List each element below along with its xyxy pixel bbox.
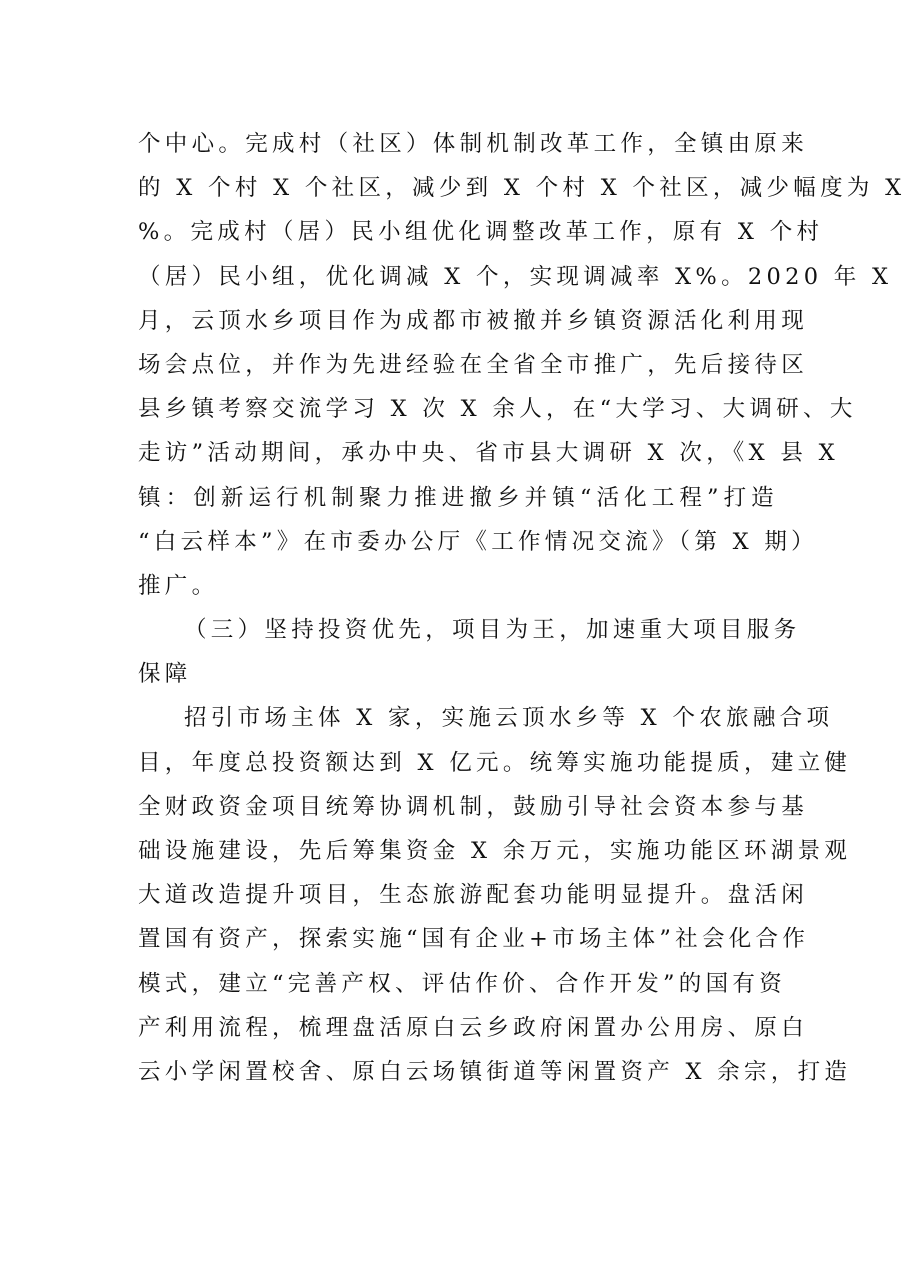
text-line: 础设施建设，先后筹集资金 X 余万元，实施功能区环湖景观 [138,838,852,864]
text-line: （居）民小组，优化调减 X 个，实现调减率 X%。2020 年 X [138,263,893,290]
text-line: “白云样本”》在市委办公厅《工作情况交流》（第 X 期） [138,528,818,555]
section-heading-three [138,608,801,696]
text-line: 镇：创新运行机制聚力推进撤乡并镇“活化工程”打造 [138,484,778,511]
document-page [138,122,906,1094]
text-line: 场会点位，并作为先进经验在全省全市推广，先后接待区 [138,351,809,378]
text-line: 月，云顶水乡项目作为成都市被撤并乡镇资源活化利用现 [138,307,809,334]
text-line: 产利用流程，梳理盘活原白云乡政府闲置办公用房、原白 [138,1014,809,1041]
text-line: 云小学闲置校舍、原白云场镇街道等闲置资产 X 余宗，打造 [138,1058,852,1085]
text-line: 县乡镇考察交流学习 X 次 X 余人，在“大学习、大调研、大 [138,396,857,423]
text-line: 模式，建立“完善产权、评估作价、合作开发”的国有资 [138,970,787,997]
text-line: 大道改造提升项目，生态旅游配套功能明显提升。盘活闲 [138,882,809,909]
text-line: %。完成村（居）民小组优化调整改革工作，原有 X 个村 [138,219,824,246]
text-line: 个中心。完成村（社区）体制机制改革工作，全镇由原来 [138,131,809,157]
text-line: 的 X 个村 X 个社区，减少到 X 个村 X 个社区，减少幅度为 X [138,175,906,202]
paragraph-investment [138,696,852,1094]
text-line: 走访”活动期间，承办中央、省市县大调研 X 次，《X 县 X [138,440,839,467]
text-line: 全财政资金项目统筹协调机制，鼓励引导社会资本参与基 [138,793,809,820]
text-line: 推广。 [138,572,219,599]
heading-line: （三）坚持投资优先，项目为王，加速重大项目服务 [184,617,801,644]
text-line: 置国有资产，探索实施“国有企业+市场主体”社会化合作 [138,926,810,953]
text-line: 目，年度总投资额达到 X 亿元。统筹实施功能提质，建立健 [138,749,852,776]
text-line: 招引市场主体 X 家，实施云顶水乡等 X 个农旅融合项 [184,705,834,732]
heading-line: 保障 [138,661,192,688]
paragraph-village-reform [138,122,906,608]
